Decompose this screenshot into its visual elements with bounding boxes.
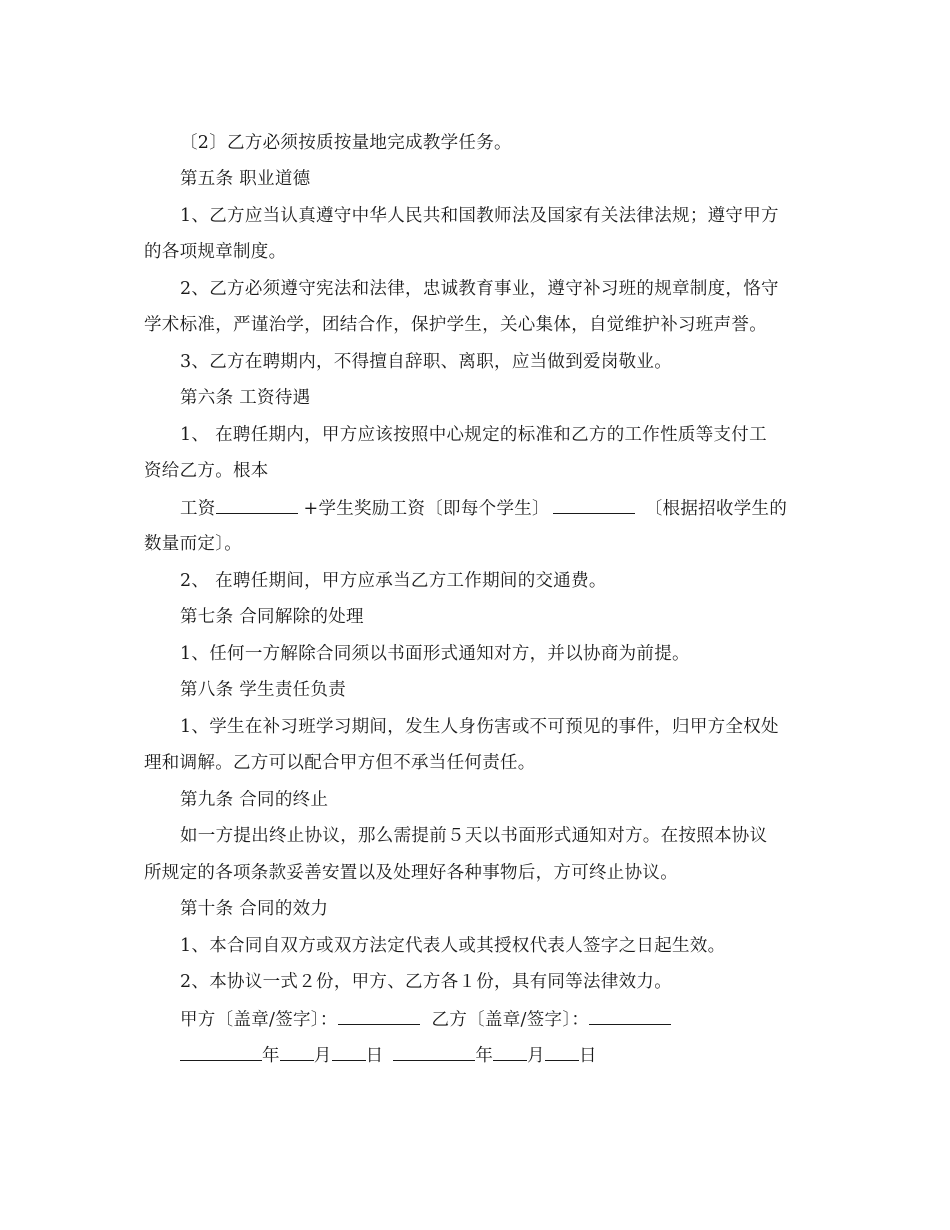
article-7-heading: 第七条 合同解除的处理 xyxy=(180,607,364,627)
article-7-item-1: 1、任何一方解除合同须以书面形式通知对方，并以协商为前提。 xyxy=(180,644,690,664)
basis-label: 〔根据招收学生的 xyxy=(644,499,788,519)
article-8-item-1-line-2: 理和调解。乙方可以配合甲方但不承当任何责任。 xyxy=(144,753,536,773)
party-b-year-blank xyxy=(393,1044,475,1061)
salary-label: 工资 xyxy=(180,499,216,519)
article-10-heading: 第十条 合同的效力 xyxy=(180,899,329,919)
article-6-item-2: 2、 在聘任期间，甲方应承当乙方工作期间的交通费。 xyxy=(180,571,607,591)
party-a-day-blank xyxy=(332,1044,366,1061)
date-line xyxy=(180,1044,597,1067)
article-5-heading: 第五条 职业道德 xyxy=(180,169,311,189)
article-8-item-1-line-1: 1、学生在补习班学习期间，发生人身伤害或不可预见的事件，归甲方全权处 xyxy=(180,717,779,737)
article-9-text-line-2: 所规定的各项条款妥善安置以及处理好各种事物后，方可终止协议。 xyxy=(144,863,678,883)
bonus-blank xyxy=(553,497,635,514)
party-b-day-label: 日 xyxy=(578,1046,597,1066)
bonus-label: +学生奖励工资〔即每个学生〕 xyxy=(303,499,550,519)
article-5-item-1-line-1: 1、乙方应当认真遵守中华人民共和国教师法及国家有关法律法规；遵守甲方 xyxy=(180,206,779,226)
article-9-text-line-1: 如一方提出终止协议，那么需提前５天以书面形式通知对方。在按照本协议 xyxy=(180,826,768,846)
party-a-month-blank xyxy=(280,1044,314,1061)
article-5-item-3: 3、乙方在聘期内，不得擅自辞职、离职，应当做到爱岗敬业。 xyxy=(180,352,673,372)
article-6-item-1-line-1: 1、 在聘任期内，甲方应该按照中心规定的标准和乙方的工作性质等支付工 xyxy=(180,425,767,445)
article-10-item-2: 2、本协议一式２份，甲方、乙方各１份，具有同等法律效力。 xyxy=(180,972,673,992)
party-b-month-blank xyxy=(493,1044,527,1061)
article-6-heading: 第六条 工资待遇 xyxy=(180,388,311,408)
article-5-item-1-line-2: 的各项规章制度。 xyxy=(144,242,287,262)
clause-2-duty: 〔2〕乙方必须按质按量地完成教学任务。 xyxy=(180,133,512,153)
article-5-item-2-line-2: 学术标准，严谨治学，团结合作，保护学生，关心集体，自觉维护补习班声誉。 xyxy=(144,315,767,335)
party-b-month-label: 月 xyxy=(527,1046,545,1066)
party-b-signature-label: 乙方〔盖章/签字〕： xyxy=(431,1010,590,1030)
party-a-year-label: 年 xyxy=(262,1046,280,1066)
party-a-year-blank xyxy=(180,1044,262,1061)
party-b-signature-blank xyxy=(589,1008,671,1025)
article-9-heading: 第九条 合同的终止 xyxy=(180,790,329,810)
article-8-heading: 第八条 学生责任负责 xyxy=(180,680,347,700)
party-a-month-label: 月 xyxy=(313,1046,332,1066)
article-6-salary-line-2: 数量而定〕。 xyxy=(144,534,243,554)
party-b-day-blank xyxy=(545,1044,579,1061)
party-a-signature-blank xyxy=(338,1008,420,1025)
party-a-day-label: 日 xyxy=(365,1046,384,1066)
salary-blank xyxy=(216,497,298,514)
article-6-salary-line xyxy=(180,497,787,520)
party-b-year-label: 年 xyxy=(475,1046,494,1066)
article-5-item-2-line-1: 2、乙方必须遵守宪法和法律，忠诚教育事业，遵守补习班的规章制度，恪守 xyxy=(180,279,779,299)
signature-line xyxy=(180,1008,671,1031)
article-10-item-1: 1、本合同自双方或双方法定代表人或其授权代表人签字之日起生效。 xyxy=(180,936,726,956)
article-6-item-1-line-2: 资给乙方。根本 xyxy=(144,461,269,481)
party-a-signature-label: 甲方〔盖章/签字〕： xyxy=(180,1010,338,1030)
